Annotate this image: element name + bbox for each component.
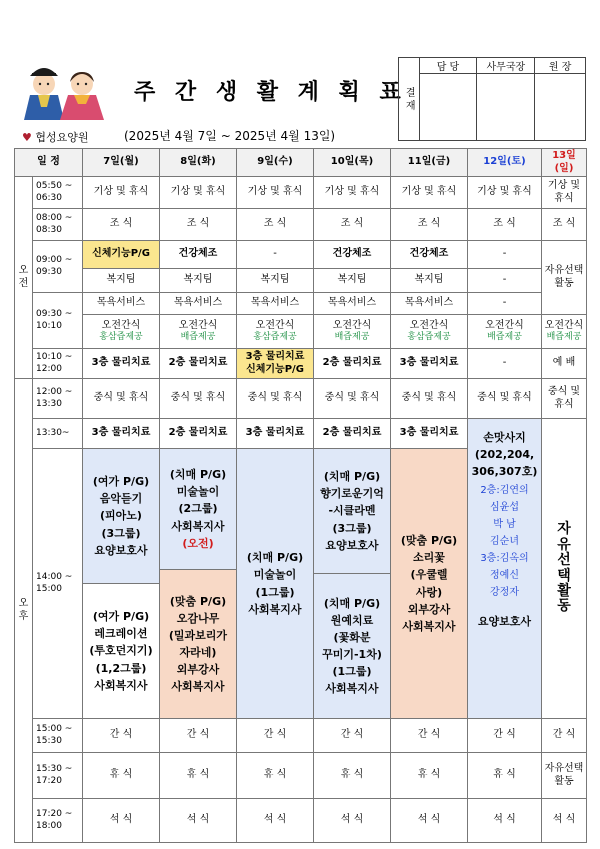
table-row (15, 315, 587, 349)
cell-activity: (치매 P/G) 미술놀이 (2그룹) 사회복지사 (오전) (맞춤 P/G) 오감나무 (밀과보리가 자라네) 외부강사 사회복지사 (160, 449, 237, 719)
cell: 석 식 (314, 799, 391, 843)
hanbok-couple-logo (20, 62, 110, 120)
cell: 중식 및 휴식 (237, 379, 314, 419)
table-row (15, 241, 587, 269)
cell: 목욕서비스 (83, 293, 160, 315)
cell: 간 식 (237, 719, 314, 753)
time-cell: 10:10 ~ 12:00 (33, 349, 83, 379)
approval-sign-cell[interactable] (535, 74, 586, 141)
cell: 간 식 (542, 719, 587, 753)
cell: 오전간식 배즙제공 (314, 315, 391, 349)
approval-sign-cell[interactable] (419, 74, 477, 141)
time-cell: 14:00 ~ 15:00 (33, 449, 83, 719)
cell: 간 식 (391, 719, 468, 753)
cell: - (468, 269, 542, 293)
cell: 목욕서비스 (160, 293, 237, 315)
table-row (15, 753, 587, 799)
table-row (15, 799, 587, 843)
col-header: 9일(수) (237, 149, 314, 177)
cell: - (468, 293, 542, 315)
cell: 2층 물리치료 (314, 349, 391, 379)
cell: 휴 식 (237, 753, 314, 799)
approval-sign-cell[interactable] (477, 74, 535, 141)
approval-box (398, 57, 586, 141)
cell: 중식 및 휴식 (160, 379, 237, 419)
cell: 간 식 (160, 719, 237, 753)
cell: 중식 및 휴식 (314, 379, 391, 419)
cell-activity: (여가 P/G) 음악듣기 (피아노) (3그룹) 요양보호사 (여가 P/G) 레크레이션 (투호던지기) (1,2그룹) 사회복지사 (83, 449, 160, 719)
cell: - (468, 349, 542, 379)
cell: 건강체조 (160, 241, 237, 269)
table-row (15, 719, 587, 753)
org-logo-icon: ♥ (22, 131, 32, 144)
cell: 간 식 (314, 719, 391, 753)
cell-activity: (치매 P/G) 향기로운기억 -시클라멘 (3그룹) 요양보호사 (치매 P/G) 원예치료 (꽃화분 꾸미기-1차) (1그룹) 사회복지사 (314, 449, 391, 719)
col-header: 7일(월) (83, 149, 160, 177)
cell: 조 식 (542, 209, 587, 241)
cell: 3층 물리치료 (237, 419, 314, 449)
date-range: (2025년 4월 7일 ~ 2025년 4월 13일) (124, 129, 336, 143)
cell: 2층 물리치료 (314, 419, 391, 449)
cell: 복지팀 (237, 269, 314, 293)
cell: 목욕서비스 (314, 293, 391, 315)
cell: 중식 및 휴식 (391, 379, 468, 419)
time-cell: 17:20 ~ 18:00 (33, 799, 83, 843)
cell: 복지팀 (314, 269, 391, 293)
cell: 기상 및 휴식 (391, 177, 468, 209)
cell: 복지팀 (83, 269, 160, 293)
cell: 오전간식 홍삼즙제공 (391, 315, 468, 349)
page-title: 주 간 생 활 계 획 표 (134, 80, 407, 105)
cell: 석 식 (391, 799, 468, 843)
col-header: 11일(금) (391, 149, 468, 177)
col-header: 8일(화) (160, 149, 237, 177)
weekly-schedule-table (14, 148, 587, 843)
time-cell: 13:30~ (33, 419, 83, 449)
cell: 기상 및 휴식 (237, 177, 314, 209)
table-row (15, 177, 587, 209)
cell: 건강체조 (391, 241, 468, 269)
cell: 휴 식 (314, 753, 391, 799)
approval-side-label: 결 재 (399, 58, 420, 141)
col-header: 일 정 (15, 149, 83, 177)
cell: 2층 물리치료 (160, 349, 237, 379)
cell: 조 식 (468, 209, 542, 241)
cell: 자유선택 활동 (542, 241, 587, 315)
cell: 오전간식 홍삼즙제공 (83, 315, 160, 349)
table-row (15, 419, 587, 449)
cell: 휴 식 (468, 753, 542, 799)
cell: 간 식 (468, 719, 542, 753)
cell: 석 식 (542, 799, 587, 843)
cell: 조 식 (83, 209, 160, 241)
header-row (15, 149, 587, 177)
cell: 자유선택 활동 (542, 753, 587, 799)
cell-free-activity: 자유 선택 활동 (542, 419, 587, 719)
cell: 조 식 (160, 209, 237, 241)
cell: 예 배 (542, 349, 587, 379)
cell: 휴 식 (83, 753, 160, 799)
col-header: 13일(일) (542, 149, 587, 177)
cell: 복지팀 (160, 269, 237, 293)
time-cell: 08:00 ~ 08:30 (33, 209, 83, 241)
cell: 조 식 (314, 209, 391, 241)
approval-role: 원 장 (535, 58, 586, 74)
cell-hand-massage: 손맛사지 (202,204, 306,307호) 2층:김연의 심윤섭 박 남 김순녀 3층:김옥의 정예신 강정자 요양보호사 (468, 419, 542, 719)
approval-role: 사무국장 (477, 58, 535, 74)
time-cell: 09:30 ~ 10:10 (33, 293, 83, 349)
approval-role: 담 당 (419, 58, 477, 74)
cell-activity: (맞춤 P/G) 소리꽃 (우쿨렐 사랑) 외부강사 사회복지사 (391, 449, 468, 719)
cell: 휴 식 (160, 753, 237, 799)
cell: 간 식 (83, 719, 160, 753)
col-header: 12일(토) (468, 149, 542, 177)
table-row (15, 379, 587, 419)
cell: 기상 및 휴식 (83, 177, 160, 209)
cell: 조 식 (237, 209, 314, 241)
cell: 건강체조 (314, 241, 391, 269)
cell: - (237, 241, 314, 269)
cell: 중식 및 휴식 (468, 379, 542, 419)
table-row (15, 349, 587, 379)
cell: 오전간식 홍삼즙제공 (237, 315, 314, 349)
cell: 3층 물리치료 (83, 419, 160, 449)
cell: 휴 식 (391, 753, 468, 799)
cell: 3층 물리치료 (391, 349, 468, 379)
cell: 오전간식 배즙제공 (468, 315, 542, 349)
cell: 2층 물리치료 (160, 419, 237, 449)
table-row (15, 269, 587, 293)
table-row (15, 293, 587, 315)
time-cell: 05:50 ~ 06:30 (33, 177, 83, 209)
cell: 목욕서비스 (391, 293, 468, 315)
cell: 오전간식 배즙제공 (542, 315, 587, 349)
cell: 중식 및 휴식 (542, 379, 587, 419)
time-cell: 09:00 ~ 09:30 (33, 241, 83, 293)
cell: 기상 및 휴식 (160, 177, 237, 209)
cell: 석 식 (160, 799, 237, 843)
cell: 기상 및 휴식 (314, 177, 391, 209)
cell: 신체기능P/G (83, 241, 160, 269)
header (14, 57, 586, 147)
time-cell: 15:00 ~ 15:30 (33, 719, 83, 753)
cell: 조 식 (391, 209, 468, 241)
cell: 석 식 (468, 799, 542, 843)
am-label: 오 전 (15, 177, 33, 379)
cell: 기상 및 휴식 (468, 177, 542, 209)
cell: 석 식 (237, 799, 314, 843)
time-cell: 12:00 ~ 13:30 (33, 379, 83, 419)
cell: 목욕서비스 (237, 293, 314, 315)
cell: 3층 물리치료 신체기능P/G (237, 349, 314, 379)
cell-activity: (치매 P/G) 미술놀이 (1그룹) 사회복지사 (237, 449, 314, 719)
cell: 기상 및 휴식 (542, 177, 587, 209)
pm-label: 오 후 (15, 379, 33, 843)
cell: 복지팀 (391, 269, 468, 293)
cell: 오전간식 배즙제공 (160, 315, 237, 349)
cell: 3층 물리치료 (83, 349, 160, 379)
cell: 중식 및 휴식 (83, 379, 160, 419)
org-name: ♥ 협성요양원 (22, 131, 89, 144)
time-cell: 15:30 ~ 17:20 (33, 753, 83, 799)
table-row (15, 209, 587, 241)
cell: 3층 물리치료 (391, 419, 468, 449)
cell: - (468, 241, 542, 269)
col-header: 10일(목) (314, 149, 391, 177)
cell: 석 식 (83, 799, 160, 843)
